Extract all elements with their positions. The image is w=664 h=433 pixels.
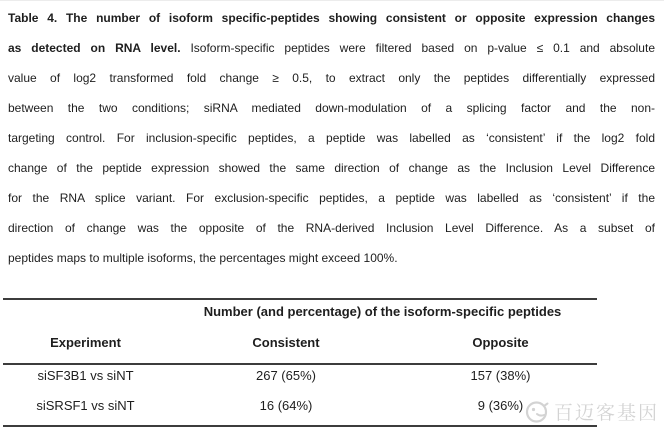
table-caption <box>8 3 655 273</box>
watermark <box>524 398 659 425</box>
table-row-sisf3b1 <box>3 365 597 395</box>
consistent-cell: 16 (64%) <box>259 398 313 413</box>
column-header-opposite: Opposite <box>472 335 529 350</box>
table-bottom-rule <box>3 425 597 427</box>
consistent-cell: 267 (65%) <box>256 368 316 383</box>
caption-line: change of the peptide expression showed the same direction of change as the Inclusion Level Difference <box>8 161 655 175</box>
column-header-consistent: Consistent <box>252 335 320 350</box>
table-row-sisrsf1 <box>3 395 597 425</box>
watermark-text: 百迈客基因 <box>554 403 660 424</box>
caption-line: targeting control. For inclusion-specific peptides, a peptide was labelled as ‘consistent’ if the log2 fold <box>8 131 655 145</box>
caption-line: between the two conditions; siRNA mediated down-modulation of a splicing factor and the non- <box>8 101 655 115</box>
experiment-cell: siSRSF1 vs siNT <box>36 398 135 413</box>
caption-line: as detected on RNA level. Isoform-specific peptides were filtered based on p-value ≤ 0.1 and absolute <box>8 41 655 55</box>
experiment-cell: siSF3B1 vs siNT <box>37 368 134 383</box>
caption-line: peptides maps to multiple isoforms, the percentages might exceed 100%. <box>8 251 398 265</box>
table-column-headers <box>3 334 597 352</box>
opposite-cell: 9 (36%) <box>477 398 524 413</box>
caption-line: for the RNA splice variant. For exclusion-specific peptides, a peptide was labelled as ‘consistent’ if the <box>8 191 655 205</box>
caption-line: Table 4. The number of isoform specific-peptides showing consistent or opposite expression changes <box>8 11 655 25</box>
caption-line: direction of change was the opposite of the RNA-derived Inclusion Level Difference. As a subset of <box>8 221 655 235</box>
biomarker-logo-icon <box>524 399 549 424</box>
results-table <box>3 298 597 427</box>
table-top-rule <box>3 298 597 300</box>
table-span-header: Number (and percentage) of the isoform-specific peptides <box>203 304 562 319</box>
caption-line: value of log2 transformed fold change ≥ 0.5, to extract only the peptides differentially expressed <box>8 71 655 85</box>
opposite-cell: 157 (38%) <box>470 368 531 383</box>
column-header-experiment: Experiment <box>50 335 121 350</box>
